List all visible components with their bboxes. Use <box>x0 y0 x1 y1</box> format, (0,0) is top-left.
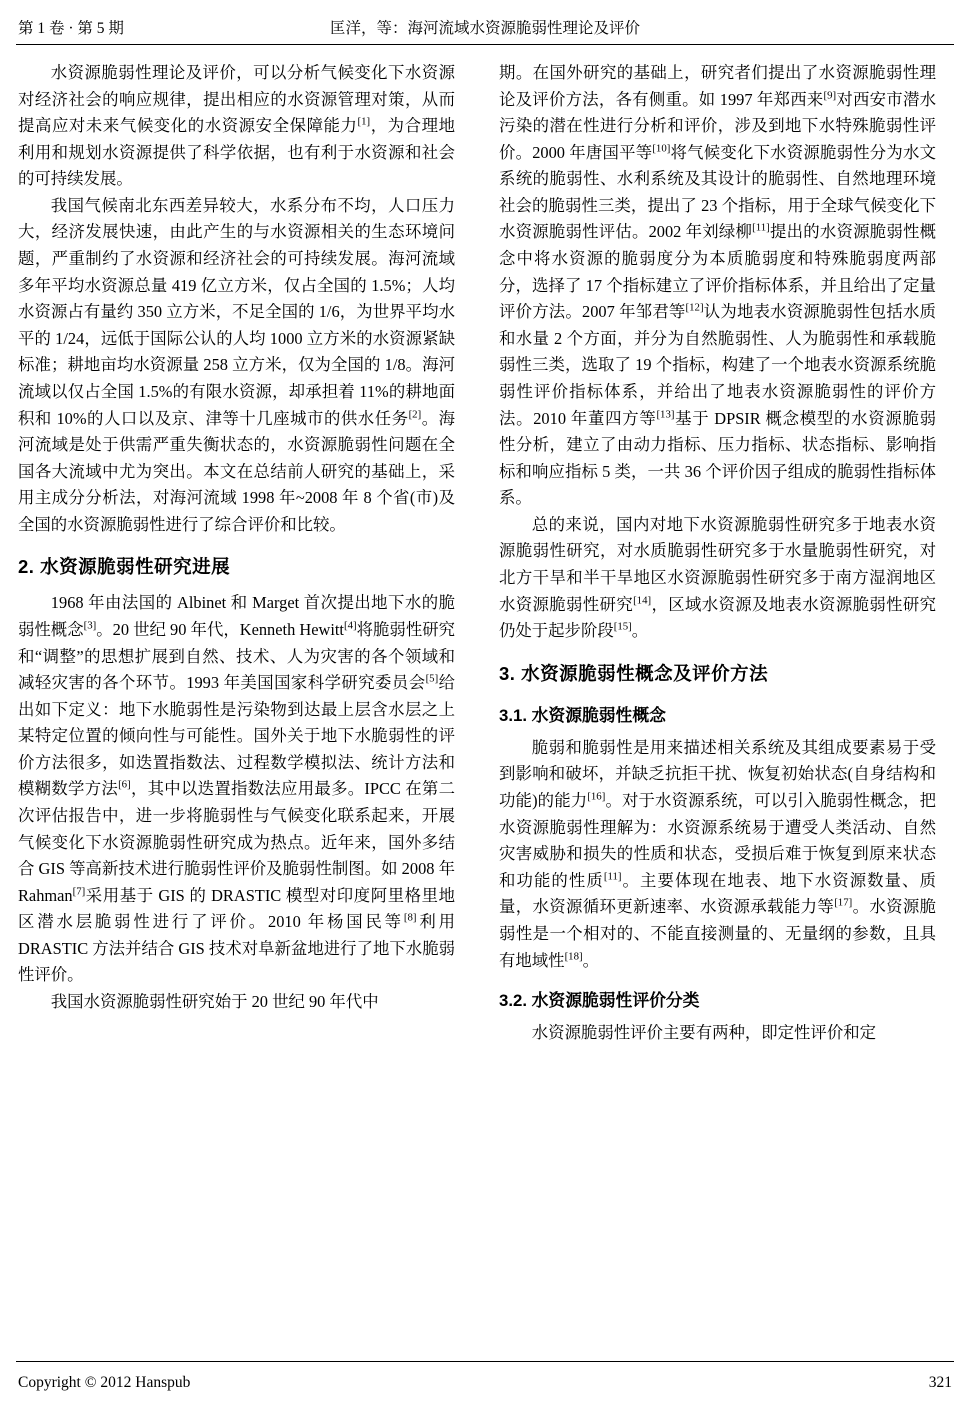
paragraph: 脆弱和脆弱性是用来描述相关系统及其组成要素易于受到影响和破坏，并缺乏抗拒干扰、恢复初始状态(自身结构和功能)的能力[16]。对于水资源系统，可以引入脆弱性概念，把水资源脆弱性理解为：水资源系统易于遭受人类活动、自然灾害威胁和损失的性质和状态，受损后难于恢复到原来状态和功能的性质[11]。主要体现在地表、地下水资源数量、质量，水资源循环更新速率、水资源承载能力等[17]。水资源脆弱性是一个相对的、不能直接测量的、无量纲的参数，且具有地域性[18]。 <box>499 737 936 970</box>
right-column <box>499 60 936 1330</box>
section-heading-3: 3. 水资源脆弱性概念及评价方法 <box>499 662 769 684</box>
running-head-volume: 第 1 卷 · 第 5 期 <box>18 20 124 37</box>
two-column-body <box>18 60 952 1330</box>
footer-rule <box>16 1361 954 1362</box>
section-heading-2: 2. 水资源脆弱性研究进展 <box>18 556 231 578</box>
page-number: 321 <box>928 1374 952 1391</box>
left-column <box>18 60 455 1330</box>
copyright-notice: Copyright © 2012 Hanspub <box>18 1374 191 1391</box>
paragraph: 我国水资源脆弱性研究始于 20 世纪 90 年代中 <box>50 992 379 1012</box>
subsection-heading-3-2: 3.2. 水资源脆弱性评价分类 <box>499 991 700 1011</box>
running-head <box>18 14 952 44</box>
paragraph: 期。在国外研究的基础上，研究者们提出了水资源脆弱性理论及评价方法，各有侧重。如 1997 年郑西来[9]对西安市潜水污染的潜在性进行分析和评价，涉及到地下水特殊脆弱性评价。2000 年唐国平等[10]将气候变化下水资源脆弱性分为水文系统的脆弱性、水利系统及其设计的脆弱性、自然地理环境社会的脆弱性三类，提出了 23 个指标，用于全球气候变化下水资源脆弱性评估。2002 年刘绿柳[11]提出的水资源脆弱性概念中将水资源的脆弱度分为本质脆弱度和特殊脆弱度两部分，选择了 17 个指标建立了评价指标体系，并且给出了定量评价方法。2007 年邹君等[12]认为地表水资源脆弱性包括水质和水量 2 个方面，并分为自然脆弱性、人为脆弱性和承载脆弱性三类，选取了 19 个指标，构建了一个地表水资源系统脆弱性评价指标体系，并给出了地表水资源脆弱性的评价方法。2010 年董四方等[13]基于 DPSIR 概念模型的水资源脆弱性分析，建立了由动力指标、压力指标、状态指标、影响指标和响应指标 5 类，一共 36 个评价因子组成的脆弱性指标体系。 <box>499 63 936 508</box>
page-footer <box>18 1370 952 1396</box>
paragraph: 1968 年由法国的 Albinet 和 Marget 首次提出地下水的脆弱性概念[3]。20 世纪 90 年代，Kenneth Hewitt[4]将脆弱性研究和“调整”的思想扩展到自然、技术、人为灾害的各个领域和减轻灾害的各个环节。1993 年美国国家科学研究委员会[5]给出如下定义：地下水脆弱性是污染物到达最上层含水层之上某特定位置的倾向性与可能性。国外关于地下水脆弱性的评价方法很多，如迭置指数法、过程数学模拟法、统计方法和模糊数学方法[6]，其中以迭置指数法应用最多。IPCC 在第二次评估报告中，进一步将脆弱性与气候变化联系起来，开展气候变化下水资源脆弱性研究成为热点。近年来，国外多结合 GIS 等高新技术进行脆弱性评价及脆弱性制图。如 2008 年 Rahman[7]采用基于 GIS 的 DRASTIC 模型对印度阿里格里地区潜水层脆弱性进行了评价。2010 年杨国民等[8]利用 DRASTIC 方法并结合 GIS 技术对阜新盆地进行了地下水脆弱性评价。 <box>18 593 456 985</box>
paragraph: 总的来说，国内对地下水资源脆弱性研究多于地表水资源脆弱性研究，对水质脆弱性研究多于水量脆弱性研究，对北方干旱和半干旱地区水资源脆弱性研究多于南方湿润地区水资源脆弱性研究[14]，区域水资源及地表水资源脆弱性研究仍处于起步阶段[15]。 <box>499 514 937 641</box>
paragraph: 水资源脆弱性评价主要有两种，即定性评价和定 <box>531 1023 876 1043</box>
paragraph: 水资源脆弱性理论及评价，可以分析气候变化下水资源对经济社会的响应规律，提出相应的水资源管理对策，从而提高应对未来气候变化的水资源安全保障能力[1]，为合理地利用和规划水资源提供了科学依据，也有利于水资源和社会的可持续发展。 <box>18 63 456 189</box>
subsection-heading-3-1: 3.1. 水资源脆弱性概念 <box>499 705 666 725</box>
header-rule <box>16 44 954 45</box>
running-head-title: 匡洋，等：海河流域水资源脆弱性理论及评价 <box>329 20 640 37</box>
paragraph: 我国气候南北东西差异较大，水系分布不均，人口压力大，经济发展快速，由此产生的与水资源相关的生态环境问题，严重制约了水资源和经济社会的可持续发展。海河流域多年平均水资源总量 419 亿立方米，仅占全国的 1.5%；人均水资源占有量约 350 立方米，不足全国的 1/6，为世界平均水平的 1/24，远低于国际公认的人均 1000 立方米的水资源紧缺标准；耕地亩均水资源量 258 立方米，仅为全国的 1/8。海河流域以仅占全国 1.5%的有限水资源，却承担着 11%的耕地面积和 10%的人口以及京、津等十几座城市的供水任务[2]。海河流域是处于供需严重失衡状态的，水资源脆弱性问题在全国各大流域中尤为突出。本文在总结前人研究的基础上，采用主成分分析法，对海河流域 1998 年~2008 年 8 个省(市)及全国的水资源脆弱性进行了综合评价和比较。 <box>18 195 456 534</box>
